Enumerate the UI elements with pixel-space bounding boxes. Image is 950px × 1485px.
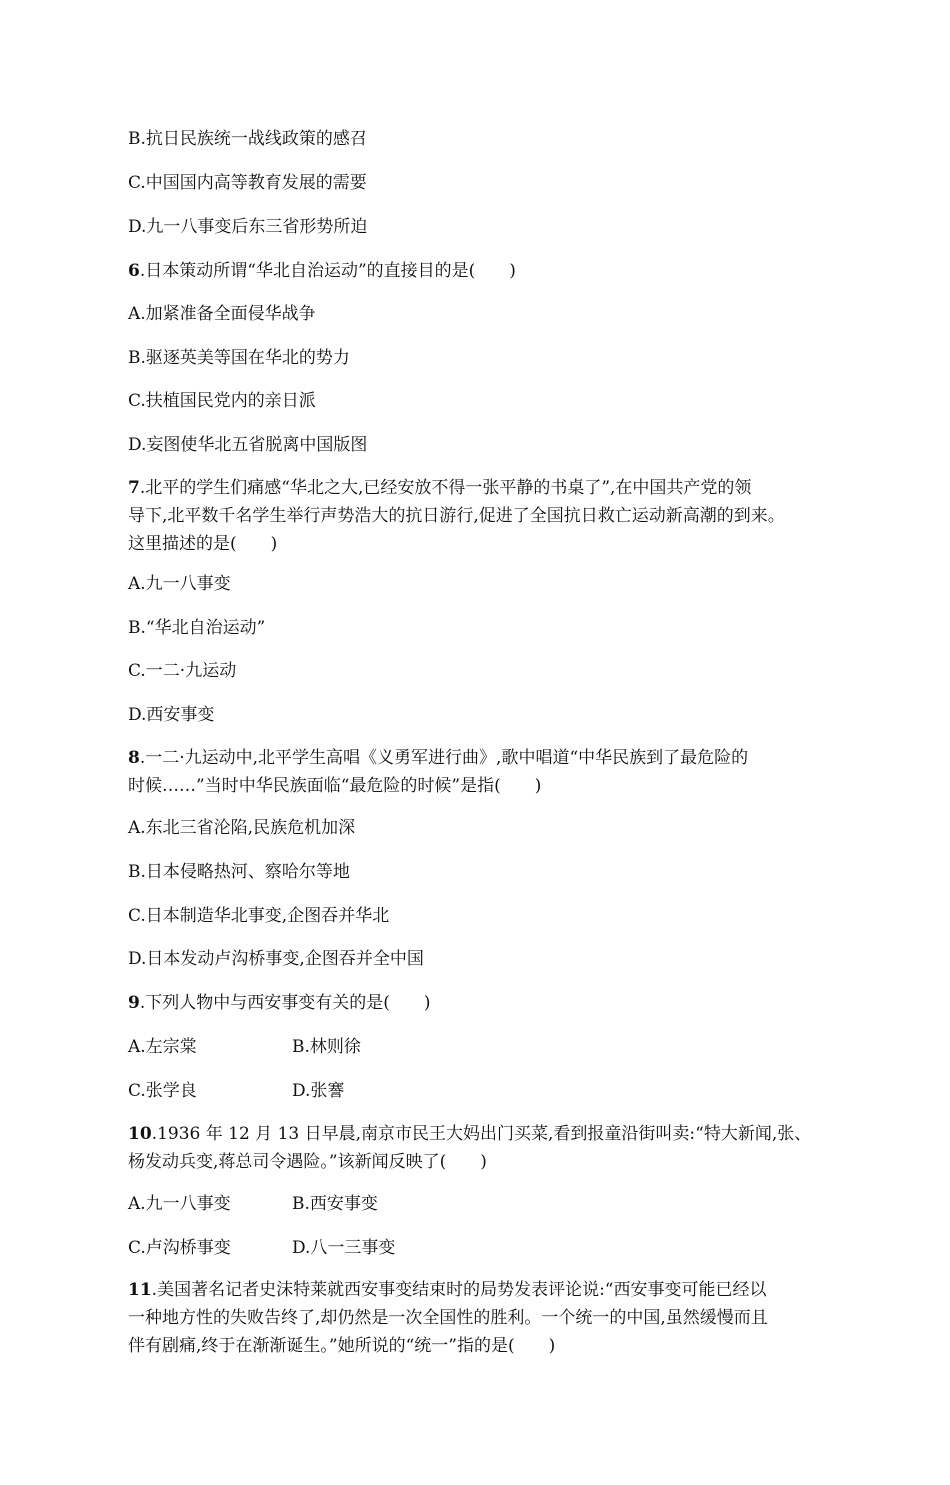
q6-option-b: B.驱逐英美等国在华北的势力 (128, 348, 350, 368)
q8-stem-text-1: .一二·九运动中,北平学生高唱《义勇军进行曲》,歌中唱道“中华民族到了最危险的 (139, 748, 749, 768)
q10-stem-text-1: .1936 年 12 月 13 日早晨,南京市民王大妈出门买菜,看到报童沿街叫卖:“特大新闻,张、 (151, 1124, 812, 1144)
q8-option-d: D.日本发动卢沟桥事变,企图吞并全中国 (128, 949, 424, 969)
q9-stem (128, 992, 431, 1014)
q10-option-c: C.卢沟桥事变 (128, 1238, 231, 1258)
q10-stem (128, 1120, 838, 1176)
q9-stem-text: .下列人物中与西安事变有关的是( ) (139, 993, 431, 1013)
q7-stem (128, 474, 838, 558)
q8-stem (128, 744, 838, 800)
q9-number: 9 (128, 993, 140, 1013)
q8-option-a: A.东北三省沦陷,民族危机加深 (128, 818, 356, 838)
q9-option-c: C.张学良 (128, 1081, 197, 1101)
q7-stem-text-1: .北平的学生们痛感“华北之大,已经安放不得一张平静的书桌了”,在中国共产党的领 (139, 478, 752, 498)
q10-stem-line-2: 杨发动兵变,蒋总司令遇险。”该新闻反映了( ) (128, 1152, 487, 1172)
q6-stem-text: .日本策动所谓“华北自治运动”的直接目的是( ) (139, 261, 516, 281)
q8-stem-line-2: 时候……”当时中华民族面临“最危险的时候”是指( ) (128, 776, 542, 796)
q11-stem-line-2: 一种地方性的失败告终了,却仍然是一次全国性的胜利。一个统一的中国,虽然缓慢而且 (128, 1308, 768, 1328)
q7-stem-line-3: 这里描述的是( ) (128, 534, 278, 554)
q8-stem-line-1 (128, 744, 838, 772)
q9-option-a: A.左宗棠 (128, 1037, 197, 1057)
q7-option-a: A.九一八事变 (128, 574, 231, 594)
q5-option-d: D.九一八事变后东三省形势所迫 (128, 217, 368, 237)
q9-option-d: D.张謇 (292, 1081, 345, 1101)
q10-option-a: A.九一八事变 (128, 1194, 231, 1214)
q10-option-b: B.西安事变 (292, 1194, 378, 1214)
q7-option-d: D.西安事变 (128, 705, 215, 725)
q9-options-row-2 (128, 1080, 628, 1102)
q7-stem-line-2: 导下,北平数千名学生举行声势浩大的抗日游行,促进了全国抗日救亡运动新高潮的到来。 (128, 506, 785, 526)
q11-stem (128, 1276, 838, 1360)
q11-stem-text-1: .美国著名记者史沫特莱就西安事变结束时的局势发表评论说:“西安事变可能已经以 (151, 1280, 767, 1300)
q10-options-row-1 (128, 1193, 628, 1215)
q6-option-d: D.妄图使华北五省脱离中国版图 (128, 435, 368, 455)
q11-number: 11 (128, 1280, 152, 1300)
q7-number: 7 (128, 478, 140, 498)
q5-option-b: B.抗日民族统一战线政策的感召 (128, 129, 367, 149)
q7-option-b: B.“华北自治运动” (128, 618, 266, 638)
q6-stem (128, 260, 516, 282)
q6-number: 6 (128, 261, 140, 281)
q10-options-row-2 (128, 1237, 628, 1259)
q8-option-b: B.日本侵略热河、察哈尔等地 (128, 862, 350, 882)
q10-number: 10 (128, 1124, 152, 1144)
q9-option-b: B.林则徐 (292, 1037, 361, 1057)
q7-stem-line-1 (128, 474, 838, 502)
q8-number: 8 (128, 748, 140, 768)
q11-stem-line-3: 伴有剧痛,终于在渐渐诞生。”她所说的“统一”指的是( ) (128, 1336, 556, 1356)
q10-option-d: D.八一三事变 (292, 1238, 396, 1258)
q5-option-c: C.中国国内高等教育发展的需要 (128, 173, 367, 193)
q10-stem-line-1 (128, 1120, 838, 1148)
q6-option-c: C.扶植国民党内的亲日派 (128, 391, 316, 411)
q6-option-a: A.加紧准备全面侵华战争 (128, 304, 316, 324)
q8-option-c: C.日本制造华北事变,企图吞并华北 (128, 906, 390, 926)
q7-option-c: C.一二·九运动 (128, 661, 237, 681)
q11-stem-line-1 (128, 1276, 838, 1304)
q9-options-row-1 (128, 1036, 628, 1058)
